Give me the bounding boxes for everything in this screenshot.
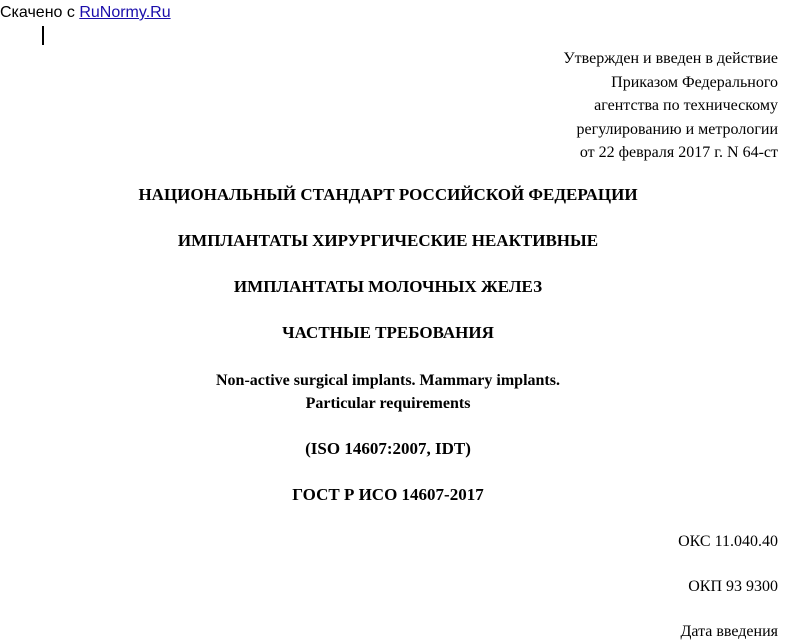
national-standard-heading: НАЦИОНАЛЬНЫЙ СТАНДАРТ РОССИЙСКОЙ ФЕДЕРАЦИИ [138, 185, 638, 204]
oks-code: ОКС 11.040.40 [678, 533, 778, 550]
english-title [0, 369, 776, 415]
english-title-line-2: Particular requirements [305, 395, 471, 412]
source-link[interactable]: RuNormy.Ru [79, 4, 171, 21]
approval-block [563, 47, 778, 165]
source-line [0, 3, 171, 23]
introduction-date-label: Дата введения [680, 623, 778, 640]
okp-code: ОКП 93 9300 [688, 578, 778, 595]
title-line-3: ЧАСТНЫЕ ТРЕБОВАНИЯ [282, 323, 494, 342]
english-title-line-1: Non-active surgical implants. Mammary implants. [216, 372, 560, 389]
approval-line: от 22 февраля 2017 г. N 64-ст [579, 144, 778, 161]
iso-reference: (ISO 14607:2007, IDT) [305, 439, 471, 458]
approval-line: Приказом Федерального [611, 73, 778, 91]
gost-number: ГОСТ Р ИСО 14607-2017 [292, 485, 484, 504]
approval-line: регулированию и метрологии [576, 120, 778, 138]
approval-line: Утвержден и введен в действие [563, 50, 778, 67]
text-cursor [42, 26, 44, 45]
title-line-1: ИМПЛАНТАТЫ ХИРУРГИЧЕСКИЕ НЕАКТИВНЫЕ [177, 231, 599, 250]
title-line-2: ИМПЛАНТАТЫ МОЛОЧНЫХ ЖЕЛЕЗ [233, 277, 543, 296]
approval-line: агентства по техническому [594, 97, 778, 114]
source-prefix: Скачено с [0, 4, 80, 21]
